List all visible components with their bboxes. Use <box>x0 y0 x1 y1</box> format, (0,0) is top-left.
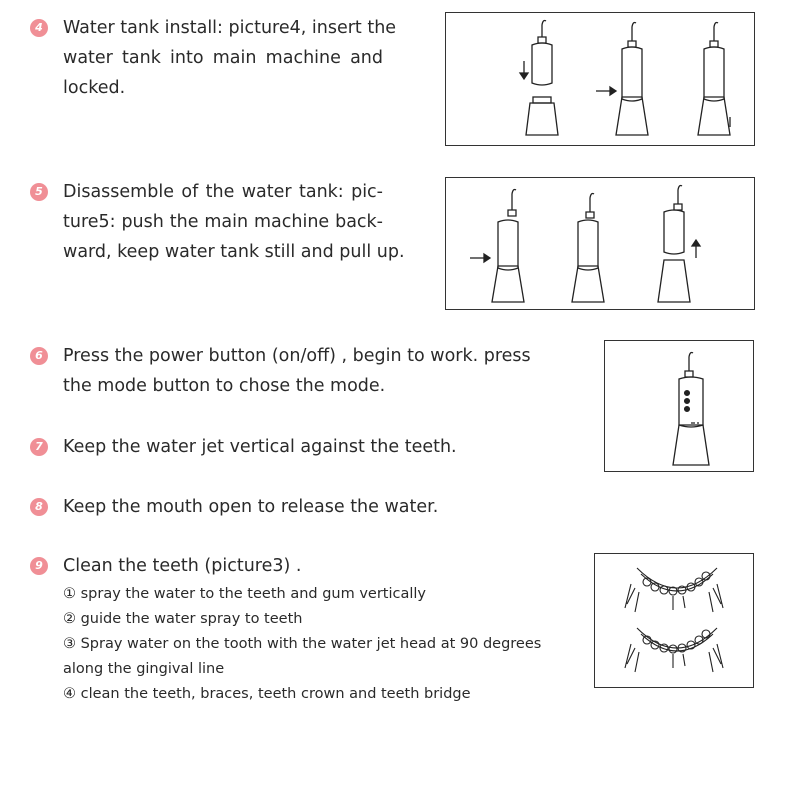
text-line: Water tank install: picture4, insert the <box>63 18 397 38</box>
step-8-text <box>63 492 543 522</box>
step-number-badge: 5 <box>30 183 48 201</box>
step-number-badge: 8 <box>30 498 48 516</box>
substep: ④ clean the teeth, braces, teeth crown and teeth bridge <box>63 686 471 702</box>
substep: along the gingival line <box>63 661 225 677</box>
step-number-badge: 6 <box>30 347 48 365</box>
text-line: Keep the mouth open to release the water. <box>63 497 439 517</box>
step-number-badge: 9 <box>30 557 48 575</box>
teeth-illustration <box>595 554 753 687</box>
picture-4-tank-install <box>445 12 755 146</box>
step-6-text <box>63 341 533 401</box>
substep: ② guide the water spray to teeth <box>63 611 303 627</box>
text-line: Clean the teeth (picture3) . <box>63 556 302 576</box>
substep: ③ Spray water on the tooth with the water jet head at 90 degrees <box>63 636 542 652</box>
text-line: Press the power button (on/off) , begin to work. press <box>63 346 531 366</box>
device-illustration <box>605 341 753 471</box>
step-4-text <box>63 13 397 103</box>
picture-device-buttons <box>604 340 754 472</box>
text-line: the mode button to chose the mode. <box>63 376 386 396</box>
step-number-badge: 7 <box>30 438 48 456</box>
text-line: locked. <box>63 78 126 98</box>
step-9-substeps <box>63 582 542 707</box>
text-line: ture5: push the main machine back- <box>63 212 383 232</box>
step-5-text <box>63 177 405 267</box>
device-illustration <box>446 178 754 309</box>
text-line: Keep the water jet vertical against the teeth. <box>63 437 457 457</box>
text-line: Disassemble of the water tank: pic- <box>63 182 383 202</box>
device-illustration <box>446 13 754 145</box>
step-7-text <box>63 432 543 462</box>
text-line: ward, keep water tank still and pull up. <box>63 242 405 262</box>
picture-5-tank-disassemble <box>445 177 755 310</box>
substep: ① spray the water to the teeth and gum vertically <box>63 586 427 602</box>
step-9-text <box>63 551 543 581</box>
step-number-badge: 4 <box>30 19 48 37</box>
text-line: water tank into main machine and <box>63 48 383 68</box>
picture-3-teeth-cleaning <box>594 553 754 688</box>
